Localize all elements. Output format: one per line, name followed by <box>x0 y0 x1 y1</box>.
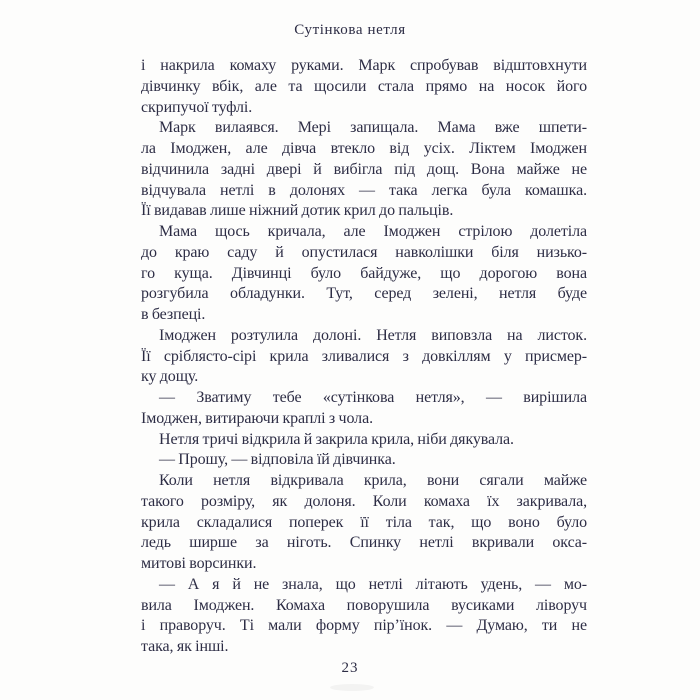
text-line: скрипучої туфлі. <box>141 98 253 116</box>
text-line: — А я й не знала, що нетлі літають удень, — мо- <box>159 575 587 593</box>
text-line: крила складалися поперек її тіла так, що воно було <box>141 513 587 531</box>
text-line: — Зватиму тебе «сутінкова нетля», — вирішила <box>159 389 587 406</box>
text-line: — Прошу, — відповіла їй дівчинка. <box>159 451 396 469</box>
running-header: Сутінкова нетля <box>294 22 406 38</box>
text-line: такого розміру, як долоня. Коли комаха їх закривала, <box>141 492 587 510</box>
text-line: Мама щось кричала, але Імоджен стрілою долетіла <box>159 223 587 240</box>
text-line: Імоджен, витираючи краплі з чола. <box>141 409 373 427</box>
text-line: Її сріблясто-сірі крила зливалися з довкіллям у присмер- <box>141 347 587 365</box>
page-number: 23 <box>341 660 359 676</box>
text-line: митові ворсинки. <box>141 555 257 572</box>
text-line: Її видавав лише ніжний дотик крил до пальців. <box>141 202 454 220</box>
text-line: ла Імоджен, але дівча втекло від усіх. Ліктем Імоджен <box>141 140 587 157</box>
page-number-shadow <box>330 684 374 691</box>
text-line: розгубила обладунки. Тут, серед зелені, нетля буде <box>141 285 587 303</box>
text-line: вила Імоджен. Комаха поворушила вусиками ліворуч <box>141 596 587 614</box>
text-line: і накрила комаху руками. Марк спробував відштовхнути <box>141 57 587 74</box>
text-line: Нетля тричі відкрила й закрила крила, ніби дякувала. <box>159 430 514 448</box>
text-line: Імоджен розтулила долоні. Нетля виповзла на листок. <box>159 326 587 344</box>
text-line: Коли нетля відкривала крила, вони сягали майже <box>159 472 587 489</box>
text-line: дівчинку вбік, але та щосили стала прямо на носок його <box>141 77 587 95</box>
text-line: і праворуч. Ті мали форму пір’їнок. — Думаю, ти не <box>141 617 587 635</box>
text-line: в безпеці. <box>141 306 206 323</box>
body-text <box>141 56 587 658</box>
text-line: до краю саду й опустилася навколішки біля низько- <box>141 243 587 261</box>
text-line: ку дощу. <box>141 368 199 386</box>
text-line: Марк вилаявся. Мері запищала. Мама вже шпети- <box>159 119 587 137</box>
text-line: ледь ширше за ніготь. Спинку нетлі вкривали окса- <box>141 534 587 552</box>
text-line: така, як інші. <box>141 638 229 655</box>
text-line: відчувала нетлі в долонях — така легка була комашка. <box>141 181 587 199</box>
text-line: го куща. Дівчинці було байдуже, що дорогою вона <box>141 264 587 282</box>
text-line: відчинила задні двері й вибігла під дощ. Вона майже не <box>141 160 587 178</box>
